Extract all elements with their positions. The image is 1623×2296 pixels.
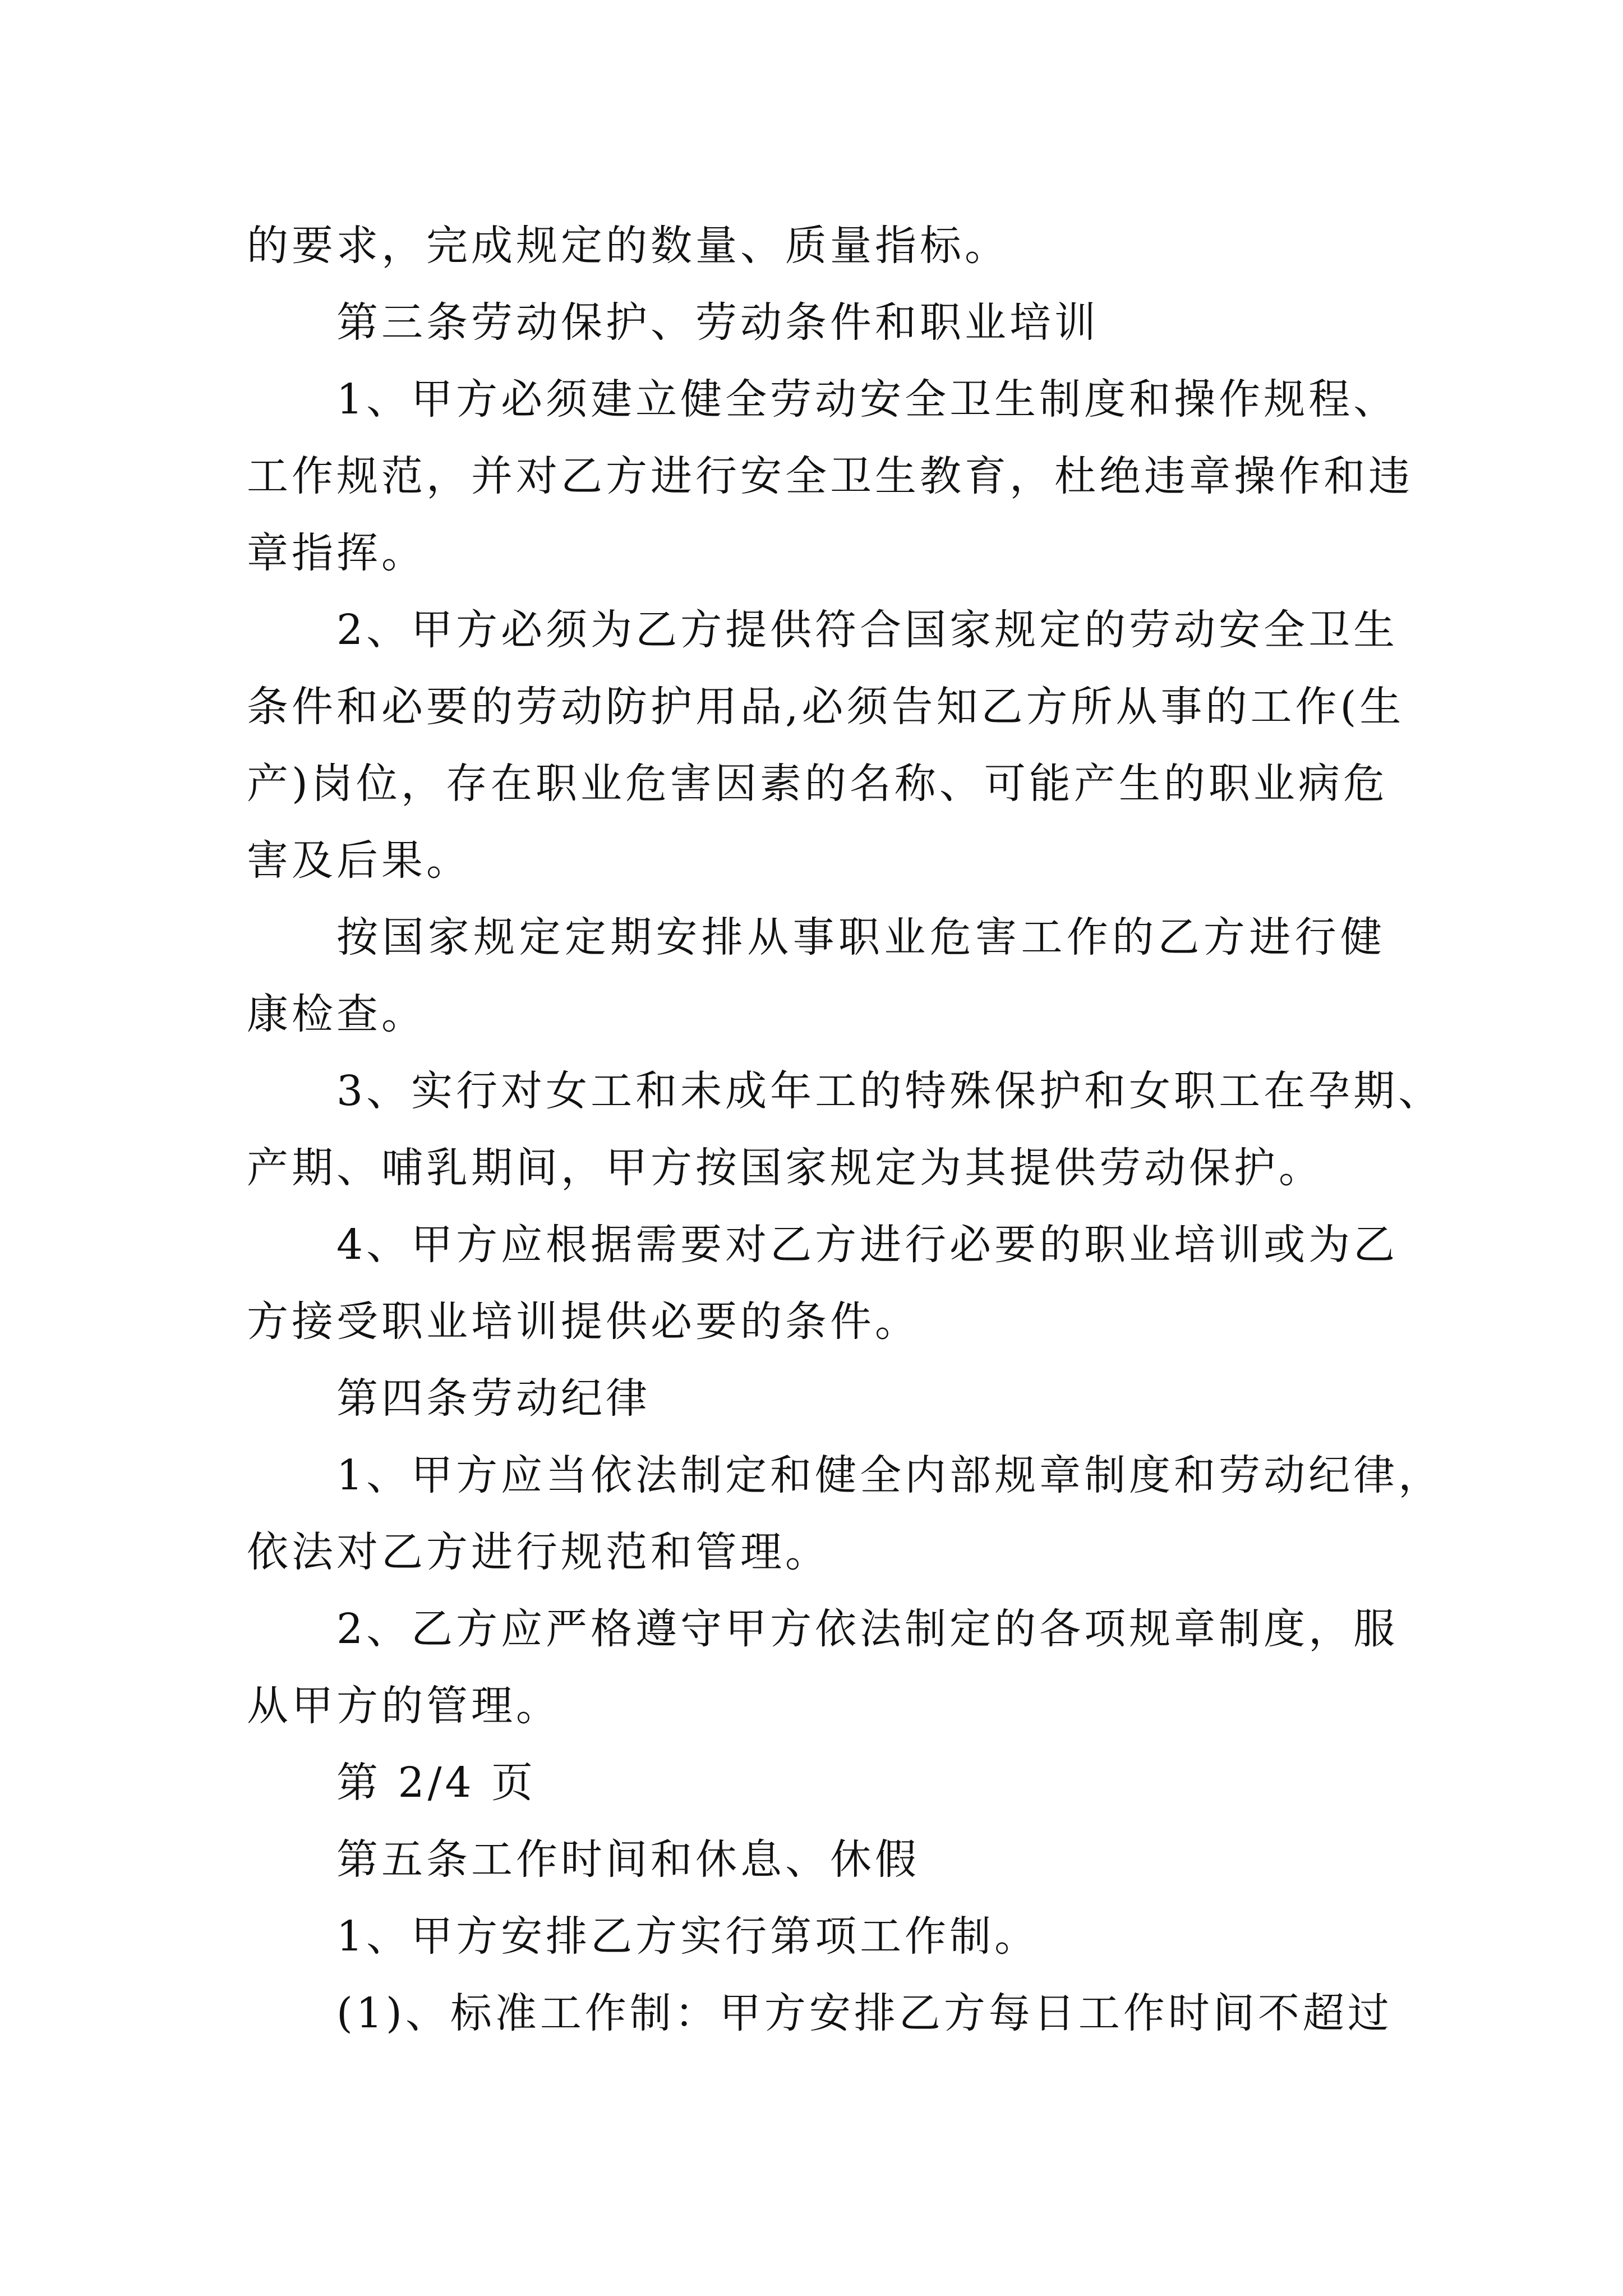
line-14: 4、甲方应根据需要对乙方进行必要的职业培训或为乙	[336, 1221, 1399, 1269]
line-24: (1)、标准工作制：甲方安排乙方每日工作时间不超过	[336, 1989, 1393, 2037]
line-20: 从甲方的管理。	[247, 1682, 561, 1730]
line-18: 依法对乙方进行规范和管理。	[247, 1528, 830, 1576]
line-12: 3、实行对女工和未成年工的特殊保护和女职工在孕期、	[336, 1067, 1444, 1115]
line-7: 条件和必要的劳动防护用品,必须告知乙方所从事的工作(生	[247, 683, 1405, 731]
section-heading-article-3: 第三条劳动保护、劳动条件和职业培训	[336, 298, 1099, 347]
line-11: 康检查。	[247, 990, 426, 1038]
document-body	[247, 208, 1444, 2052]
line-8: 产)岗位，存在职业危害因素的名称、可能产生的职业病危	[247, 760, 1388, 808]
line-19: 2、乙方应严格遵守甲方依法制定的各项规章制度，服	[336, 1605, 1399, 1653]
line-9: 害及后果。	[247, 836, 471, 885]
section-heading-article-5: 第五条工作时间和休息、休假	[336, 1835, 920, 1884]
line-5: 章指挥。	[247, 529, 426, 577]
line-1: 的要求，完成规定的数量、质量指标。	[247, 222, 1009, 270]
line-23: 1、甲方安排乙方实行第项工作制。	[336, 1912, 1040, 1961]
line-10: 按国家规定定期安排从事职业危害工作的乙方进行健	[336, 913, 1385, 961]
line-17: 1、甲方应当依法制定和健全内部规章制度和劳动纪律，	[336, 1451, 1444, 1499]
line-15: 方接受职业培训提供必要的条件。	[247, 1297, 920, 1346]
line-3: 1、甲方必须建立健全劳动安全卫生制度和操作规程、	[336, 375, 1399, 424]
section-heading-article-4: 第四条劳动纪律	[336, 1374, 651, 1423]
line-13: 产期、哺乳期间，甲方按国家规定为其提供劳动保护。	[247, 1144, 1324, 1192]
line-4: 工作规范，并对乙方进行安全卫生教育，杜绝违章操作和违	[247, 452, 1413, 500]
page-number: 第 2/4 页	[336, 1759, 537, 1807]
line-6: 2、甲方必须为乙方提供符合国家规定的劳动安全卫生	[336, 606, 1399, 654]
